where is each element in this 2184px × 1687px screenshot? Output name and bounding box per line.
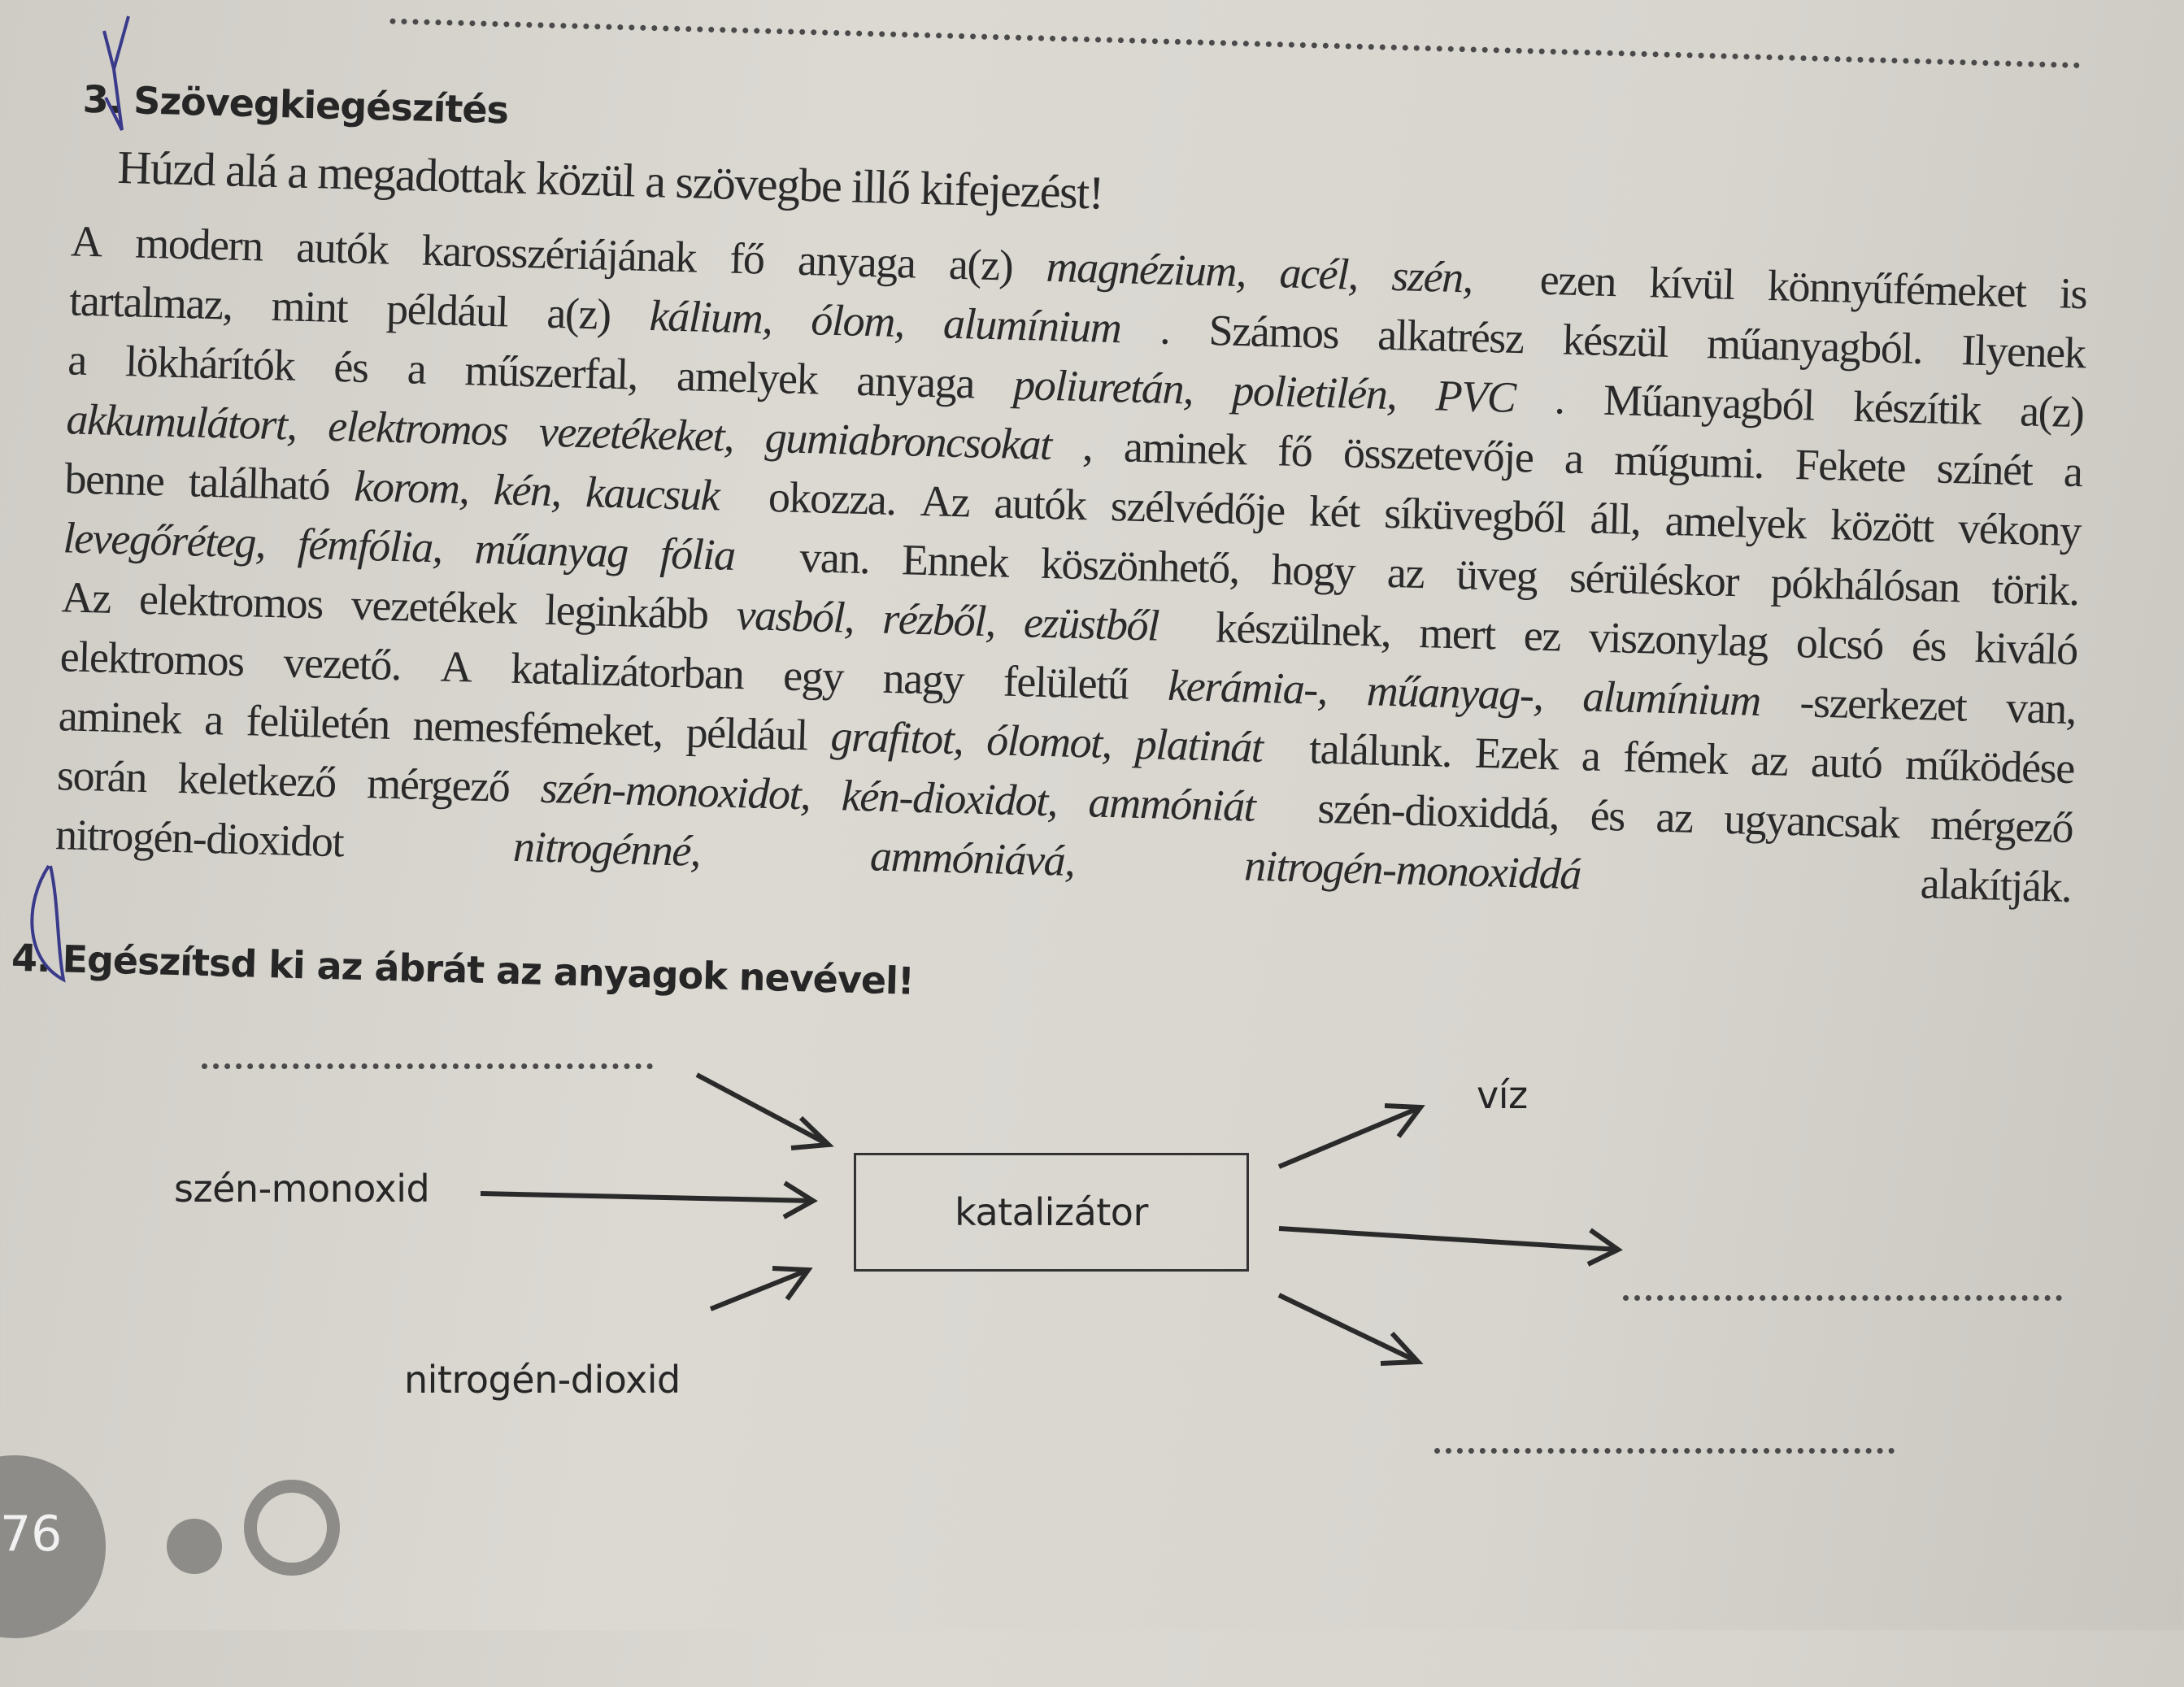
text-word: törik. bbox=[1990, 563, 2080, 615]
text-word: leginkább bbox=[544, 585, 709, 639]
text-word: mert bbox=[1418, 607, 1496, 659]
text-word: fő bbox=[729, 233, 765, 284]
text-word: Az bbox=[920, 476, 970, 527]
answer-option-word: kerámia-, bbox=[1167, 660, 1328, 715]
text-word: Fekete bbox=[1794, 439, 1906, 492]
text-word: a bbox=[407, 344, 427, 393]
text-word: modern bbox=[134, 218, 263, 271]
text-word: a(z) bbox=[2019, 386, 2085, 437]
text-word: ezen bbox=[1539, 254, 1616, 307]
arrow-icon bbox=[1279, 1295, 1418, 1363]
text-word: összetevője bbox=[1342, 428, 1534, 482]
arrow-icon bbox=[711, 1268, 808, 1309]
arrow-icon bbox=[1279, 1228, 1618, 1264]
answer-option-word: polietilén, bbox=[1231, 365, 1398, 420]
text-word: nagy bbox=[881, 653, 964, 705]
text-word: a bbox=[67, 335, 87, 385]
text-word: kívül bbox=[1648, 258, 1735, 309]
text-word: műszerfal, bbox=[463, 346, 638, 399]
text-word: és bbox=[1590, 790, 1625, 841]
answer-option-word: vasból, bbox=[735, 589, 855, 642]
text-word: okozza. bbox=[768, 472, 897, 525]
text-word: felületű bbox=[1003, 656, 1129, 709]
pen-circle-mark-icon bbox=[32, 866, 63, 980]
text-word: szén-dioxiddá, bbox=[1316, 783, 1560, 839]
decorative-dot-icon bbox=[167, 1519, 222, 1574]
answer-option-word: platinát bbox=[1134, 719, 1264, 772]
text-word: síküvegből bbox=[1383, 488, 1567, 542]
answer-option-word: ammóniát bbox=[1087, 777, 1256, 831]
text-word: A bbox=[440, 641, 472, 692]
answer-option-word: kaucsuk bbox=[585, 467, 720, 520]
arrow-icon bbox=[481, 1183, 813, 1217]
text-word: a(z) bbox=[546, 288, 611, 339]
text-word: Ilyenek bbox=[1960, 325, 2086, 378]
text-word: elektromos bbox=[59, 632, 245, 686]
text-word: az bbox=[1655, 792, 1694, 842]
text-word: például bbox=[385, 284, 509, 337]
text-word: Számos bbox=[1207, 306, 1340, 359]
input-label-carbon-monoxide: szén-monoxid bbox=[174, 1167, 430, 1211]
text-word: A bbox=[70, 216, 102, 267]
text-word: vezetékek bbox=[350, 580, 517, 633]
catalyst-label: katalizátor bbox=[955, 1190, 1148, 1234]
text-word: amelyek bbox=[676, 350, 819, 404]
answer-option-word: rézből, bbox=[881, 593, 996, 646]
text-word: . bbox=[1553, 374, 1565, 424]
text-word: kiváló bbox=[1973, 622, 2078, 675]
task3-instruction: Húzd alá a megadottak közül a szövegbe illő kifejezést! bbox=[116, 140, 1104, 220]
answer-option-word: nitrogénné, bbox=[512, 821, 701, 876]
text-word: mérgező bbox=[366, 759, 511, 811]
text-word: készül bbox=[1561, 315, 1668, 367]
text-word: aminek bbox=[1123, 422, 1247, 475]
text-word: felületén bbox=[245, 696, 390, 749]
text-word: viszonylag bbox=[1588, 612, 1769, 667]
text-word: van. bbox=[798, 532, 871, 584]
text-word: . bbox=[1159, 304, 1171, 354]
answer-option-word: ólomot, bbox=[985, 715, 1112, 768]
text-word: szélvédője bbox=[1110, 480, 1286, 535]
text-word: között bbox=[1829, 500, 1934, 552]
text-word: az bbox=[1750, 735, 1789, 785]
answer-option-word: korom, bbox=[353, 461, 470, 514]
text-word: műanyagból. bbox=[1706, 319, 1924, 374]
text-word: egy bbox=[782, 650, 844, 702]
answer-option-word: alumínium bbox=[942, 298, 1122, 353]
text-word: nitrogén-dioxidot bbox=[54, 810, 344, 867]
text-word: a bbox=[2063, 446, 2083, 497]
text-word: keletkező bbox=[176, 754, 337, 807]
text-word: is bbox=[2059, 268, 2088, 319]
answer-option-word: grafitot, bbox=[829, 711, 964, 764]
text-word: a bbox=[1581, 731, 1601, 780]
answer-option-word: acél, bbox=[1278, 248, 1359, 299]
answer-option-word: alumínium bbox=[1581, 672, 1761, 725]
text-word: mérgező bbox=[1929, 799, 2073, 853]
pen-checkmark-icon bbox=[104, 16, 128, 130]
answer-option-word: vezetékeket, bbox=[538, 407, 735, 461]
answer-option-word: műanyag-, bbox=[1366, 666, 1544, 720]
answer-option-word: levegőréteg, bbox=[62, 513, 266, 567]
text-word: benne bbox=[63, 454, 165, 506]
answer-option-word: szén-monoxidot, bbox=[540, 763, 811, 820]
answer-option-word: kén-dioxidot, bbox=[841, 771, 1058, 826]
text-word: -szerkezet bbox=[1799, 677, 1968, 731]
text-word: anyaga bbox=[797, 235, 916, 288]
answer-option-word: kén, bbox=[493, 465, 562, 516]
answer-option-word: fólia bbox=[659, 528, 736, 580]
text-word: során bbox=[56, 750, 147, 802]
text-word: köszönhető, bbox=[1040, 538, 1240, 593]
text-word: Ennek bbox=[901, 535, 1009, 587]
text-word: ugyancsak bbox=[1723, 793, 1900, 848]
answer-option-word: fémfólia, bbox=[297, 519, 443, 572]
answer-option-word: ammóniává, bbox=[869, 831, 1076, 885]
text-word: ez bbox=[1523, 611, 1561, 661]
text-word: olcsó bbox=[1795, 618, 1884, 669]
text-word: nemesfémeket, bbox=[412, 700, 663, 756]
output-label-water: víz bbox=[1477, 1073, 1528, 1117]
text-word: fémek bbox=[1622, 732, 1729, 784]
text-word: alkatrész bbox=[1377, 310, 1525, 363]
answer-option-word: szén, bbox=[1390, 250, 1473, 302]
answer-option-word: elektromos bbox=[327, 401, 508, 455]
text-word: tartalmaz, bbox=[68, 276, 233, 329]
text-word: vékony bbox=[1957, 503, 2082, 556]
text-word: fő bbox=[1277, 426, 1313, 476]
answer-option-word: műanyag bbox=[473, 524, 629, 577]
text-word: áll, bbox=[1589, 493, 1642, 545]
answer-option-word: ezüstből bbox=[1023, 598, 1159, 650]
answer-option-word: ólom, bbox=[810, 295, 905, 347]
task3-heading: 3. Szövegkiegészítés bbox=[82, 76, 509, 133]
text-word: a bbox=[1564, 433, 1584, 484]
answer-option-word: PVC bbox=[1434, 371, 1516, 422]
text-word: anyaga bbox=[855, 355, 975, 408]
text-word: a(z) bbox=[948, 239, 1014, 290]
answer-option-word: akkumulátort, bbox=[65, 394, 298, 450]
text-word: mint bbox=[270, 280, 348, 333]
text-word: pókhálósan bbox=[1770, 558, 1960, 612]
text-word: a bbox=[203, 694, 224, 745]
answer-option-word: kálium, bbox=[649, 291, 773, 343]
text-word: amelyek bbox=[1664, 495, 1807, 549]
text-word: karosszériájának bbox=[420, 225, 697, 282]
text-word: hogy bbox=[1270, 545, 1355, 596]
task4-heading: 4. Egészítsd ki az ábrát az anyagok nevével! bbox=[11, 935, 915, 1003]
text-word: elektromos bbox=[138, 574, 324, 628]
answer-option-word: poliuretán, bbox=[1012, 359, 1194, 414]
text-word: lökhárítók bbox=[124, 337, 295, 390]
text-word: Az bbox=[61, 572, 111, 623]
text-word: aminek bbox=[58, 691, 182, 744]
text-word: üveg bbox=[1455, 550, 1538, 601]
text-word: és bbox=[1911, 620, 1947, 671]
text-word: autó bbox=[1810, 737, 1883, 788]
text-word: katalizátorban bbox=[510, 643, 745, 699]
answer-option-word: gumiabroncsokat bbox=[764, 412, 1052, 470]
decorative-ring-icon bbox=[244, 1480, 340, 1576]
text-word: működése bbox=[1904, 739, 2075, 793]
input-label-nitrogen-dioxide: nitrogén-dioxid bbox=[404, 1358, 681, 1402]
arrow-icon bbox=[1279, 1106, 1420, 1167]
text-word: könnyűfémeket bbox=[1767, 261, 2027, 317]
text-word: autók bbox=[295, 222, 389, 274]
text-word: találunk. bbox=[1308, 724, 1452, 777]
text-word: színét bbox=[1936, 443, 2034, 495]
text-word: két bbox=[1308, 486, 1360, 537]
answer-option-word: nitrogén-monoxiddá bbox=[1243, 841, 1581, 899]
text-word: autók bbox=[993, 478, 1087, 530]
page-number: 76 bbox=[0, 1506, 63, 1563]
text-word: alakítják. bbox=[1920, 859, 2073, 912]
text-word: például bbox=[685, 707, 808, 760]
text-word: Műanyagból bbox=[1603, 375, 1815, 430]
text-word: található bbox=[188, 457, 330, 510]
text-word: készítik bbox=[1852, 381, 1982, 434]
text-word: vezető. bbox=[282, 637, 402, 690]
text-word: készülnek, bbox=[1215, 602, 1392, 657]
text-word: , bbox=[1081, 421, 1094, 471]
text-word: és bbox=[333, 341, 369, 392]
arrow-icon bbox=[697, 1075, 829, 1148]
text-word: van, bbox=[2005, 682, 2077, 734]
text-word: sérüléskor bbox=[1568, 552, 1739, 607]
text-word: Ezek bbox=[1474, 728, 1559, 780]
text-word: az bbox=[1386, 547, 1425, 598]
answer-option-word: magnézium, bbox=[1045, 241, 1246, 297]
text-word: műgumi. bbox=[1613, 435, 1764, 488]
